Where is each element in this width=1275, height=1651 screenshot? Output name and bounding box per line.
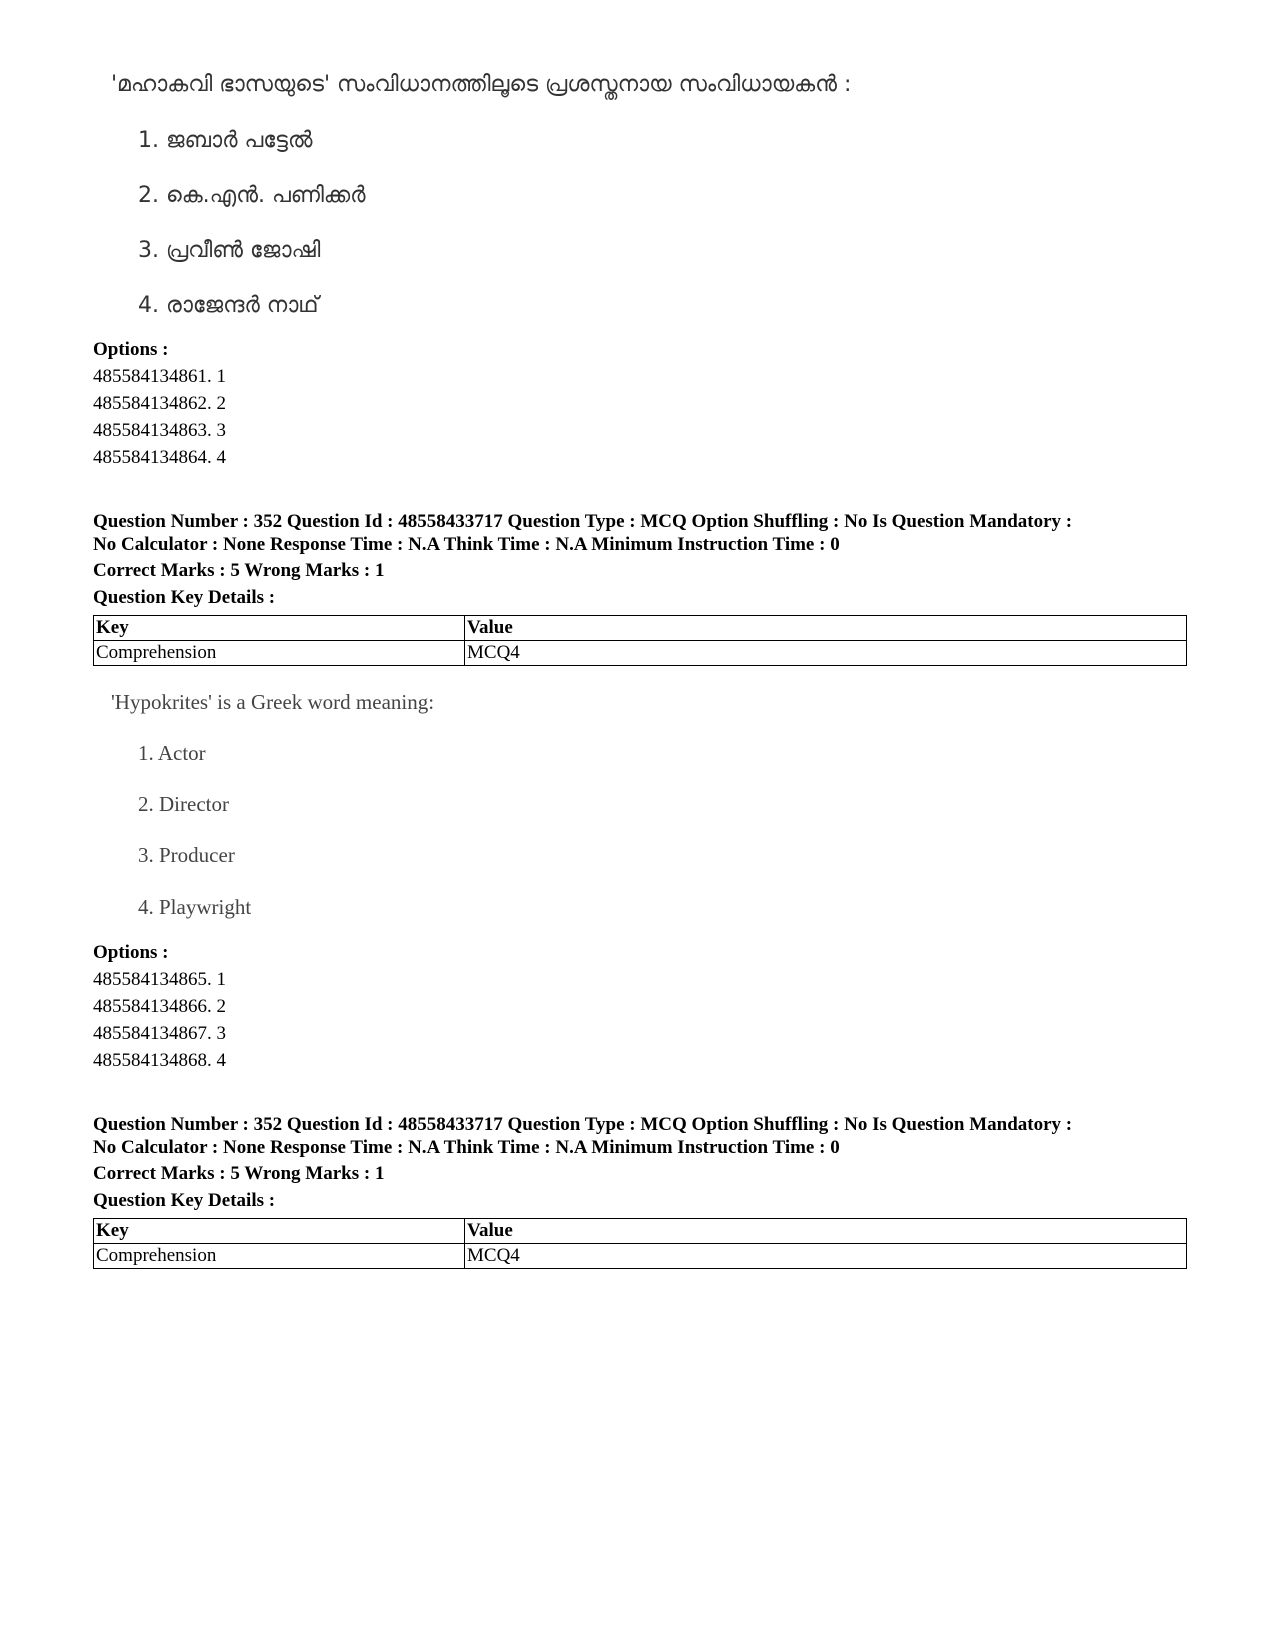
question-meta-line-1: Question Number : 352 Question Id : 48558433717 Question Type : MCQ Option Shuffling : No Is Question Mandatory : xyxy=(93,1114,1073,1135)
question-351-stem: 'മഹാകവി ഭാസയുടെ' സംവിധാനത്തിലൂടെ പ്രശസ്തനായ സംവിധായകൻ : xyxy=(111,72,852,97)
question-352-choice-2: 2. Director xyxy=(138,792,229,816)
question-351-choice-1: 1. ജബാർ പട്ടേൽ xyxy=(138,128,313,153)
table-cell-value: MCQ4 xyxy=(465,641,1187,666)
key-details-label: Question Key Details : xyxy=(93,587,276,608)
table-header-value: Value xyxy=(465,616,1187,641)
question-352-choice-4: 4. Playwright xyxy=(138,895,252,919)
options-label: Options : xyxy=(93,942,169,963)
options-label: Options : xyxy=(93,339,169,360)
key-details-table xyxy=(93,615,1187,666)
question-351-choice-2: 2. കെ.എൻ. പണിക്കർ xyxy=(138,183,366,208)
option-id-line: 485584134864. 4 xyxy=(93,447,226,468)
table-row xyxy=(94,1244,1187,1269)
option-id-line: 485584134866. 2 xyxy=(93,996,226,1017)
table-cell-key: Comprehension xyxy=(94,641,465,666)
question-351-choice-3: 3. പ്രവീൺ ജോഷി xyxy=(138,238,321,263)
question-meta-line-2: No Calculator : None Response Time : N.A Think Time : N.A Minimum Instruction Time : 0 xyxy=(93,1137,840,1158)
table-header-key: Key xyxy=(94,616,465,641)
option-id-line: 485584134861. 1 xyxy=(93,366,226,387)
marks-line: Correct Marks : 5 Wrong Marks : 1 xyxy=(93,560,385,581)
question-meta-line-2: No Calculator : None Response Time : N.A Think Time : N.A Minimum Instruction Time : 0 xyxy=(93,534,840,555)
question-351-choice-4: 4. രാജേന്ദർ നാഥ് xyxy=(138,293,319,318)
marks-line: Correct Marks : 5 Wrong Marks : 1 xyxy=(93,1163,385,1184)
question-352-choice-3: 3. Producer xyxy=(138,843,235,867)
table-header-key: Key xyxy=(94,1219,465,1244)
table-cell-key: Comprehension xyxy=(94,1244,465,1269)
key-details-label: Question Key Details : xyxy=(93,1190,276,1211)
table-cell-value: MCQ4 xyxy=(465,1244,1187,1269)
table-header-row xyxy=(94,1219,1187,1244)
option-id-line: 485584134867. 3 xyxy=(93,1023,226,1044)
question-meta xyxy=(93,510,1183,556)
table-row xyxy=(94,641,1187,666)
question-meta xyxy=(93,1113,1183,1159)
option-id-line: 485584134863. 3 xyxy=(93,420,226,441)
key-details-table xyxy=(93,1218,1187,1269)
table-header-row xyxy=(94,616,1187,641)
table-header-value: Value xyxy=(465,1219,1187,1244)
question-352-stem: 'Hypokrites' is a Greek word meaning: xyxy=(111,690,435,714)
question-352-choice-1: 1. Actor xyxy=(138,741,206,765)
option-id-line: 485584134865. 1 xyxy=(93,969,226,990)
question-meta-line-1: Question Number : 352 Question Id : 48558433717 Question Type : MCQ Option Shuffling : No Is Question Mandatory : xyxy=(93,511,1073,532)
option-id-line: 485584134862. 2 xyxy=(93,393,226,414)
option-id-line: 485584134868. 4 xyxy=(93,1050,226,1071)
